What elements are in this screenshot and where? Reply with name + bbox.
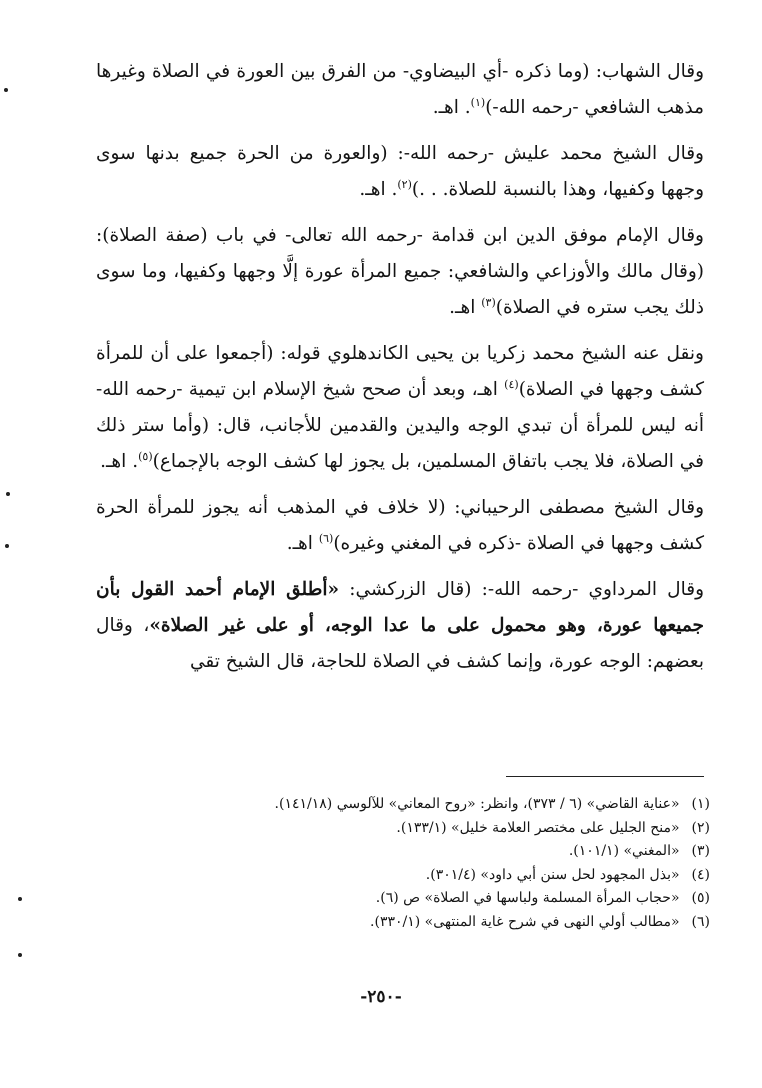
footnote-item [150,793,710,817]
scan-speck [18,953,22,957]
paragraph-text: وقال المرداوي -رحمه الله-: (قال الزركشي: [339,579,705,600]
footnote-text: «عناية القاضي» (٦ / ٣٧٣)، وانظر: «روح المعاني» للآلوسي (١٤١/١٨). [274,796,680,812]
paragraph-tail: اهـ. [286,533,319,554]
footnote-item [150,911,710,935]
footnote-number: (٥) [691,890,710,906]
bold-quote: «أطلق الإمام أحمد القول بأن جميعها عورة، وهو محمول على ما عدا الوجه، أو على غير الصلاة» [96,579,704,636]
footnote-ref: (٣) [481,295,496,309]
paragraph-text: وقال الشيخ محمد عليش -رحمه الله-: (والعورة من الحرة جميع بدنها سوى وجهها وكفيها، وهذا بالنسبة للصلاة. . .) [96,143,704,200]
paragraph-tail: اهـ. [449,297,482,318]
paragraph-tail: اهـ، وبعد أن صحح شيخ الإسلام ابن تيمية -رحمه الله- أنه ليس للمرأة أن تبدي الوجه واليدين والقدمين للأجانب، قال: (وأما ستر ذلك في الصلاة، فلا يجب باتفاق المسلمين، بل يجوز لها كشف الوجه بالإجماع) [96,379,704,472]
footnote-item [150,840,710,864]
paragraph-text: وقال الإمام موفق الدين ابن قدامة -رحمه الله تعالى- في باب (صفة الصلاة): (وقال مالك والأوزاعي والشافعي: جميع المرأة عورة إلَّا وجهها وكفيها، وما سوى ذلك يجب ستره في الصلاة) [96,225,704,318]
scan-speck [18,897,22,901]
paragraph-text: ونقل عنه الشيخ محمد زكريا بن يحيى الكاندهلوي قوله: (أجمعوا على أن للمرأة كشف وجهها في الصلاة) [96,343,704,400]
paragraph-tail: ، وقال بعضهم: الوجه عورة، وإنما كشف في الصلاة للحاجة، قال الشيخ تقي [96,615,704,672]
footnote-text: «بذل المجهود لحل سنن أبي داود» (٣٠١/٤). [425,866,680,883]
footnote-text: «حجاب المرأة المسلمة ولباسها في الصلاة» ص (٦). [375,890,680,906]
footnote-text: «مطالب أولي النهى في شرح غاية المنتهى» (٣٣٠/١). [370,913,680,930]
footnote-number: (٦) [691,913,710,930]
page-number: -٢٥٠- [360,987,402,1007]
footnote-ref: (٥) [138,449,153,463]
footnote-item [150,864,710,888]
paragraph-ruhaybani [96,490,704,562]
footnote-number: (١) [691,796,710,812]
footnote-item [150,817,710,841]
footnote-ref: (٦) [318,531,334,545]
footnote-divider [506,776,704,777]
paragraph-tail: . اهـ. [100,451,139,472]
paragraph-mardawi [96,572,704,680]
paragraph-text: وقال الشيخ مصطفى الرحيباني: (لا خلاف في المذهب أنه يجوز للمرأة الحرة كشف وجهها في الصلاة -ذكره في المغني وغيره) [96,497,704,554]
paragraph-shihab [96,54,704,126]
paragraph-text: وقال الشهاب: (وما ذكره -أي البيضاوي- من الفرق بين العورة في الصلاة وغيرها مذهب الشافعي -رحمه الله-) [96,61,704,118]
paragraph-ibn-qudama [96,218,704,326]
main-text [96,54,704,690]
paragraph-illaysh [96,136,704,208]
paragraph-kandahlawi [96,336,704,480]
paragraph-tail: . اهـ. [359,179,398,200]
scan-speck [6,492,10,496]
footnote-item [150,887,710,911]
footnote-ref: (٢) [397,177,412,191]
footnote-number: (٣) [691,843,710,859]
footnote-number: (٤) [691,866,710,883]
footnote-ref: (٤) [504,377,519,391]
footnote-text: «المغني» (١٠١/١). [568,843,680,859]
scan-speck [5,544,9,548]
paragraph-tail: . اهـ. [432,97,471,118]
footnotes [150,793,710,934]
footnote-number: (٢) [691,819,710,836]
scan-speck [4,88,8,92]
footnote-ref: (١) [470,95,486,109]
footnote-text: «منح الجليل على مختصر العلامة خليل» (١٣٣/١). [396,819,680,836]
